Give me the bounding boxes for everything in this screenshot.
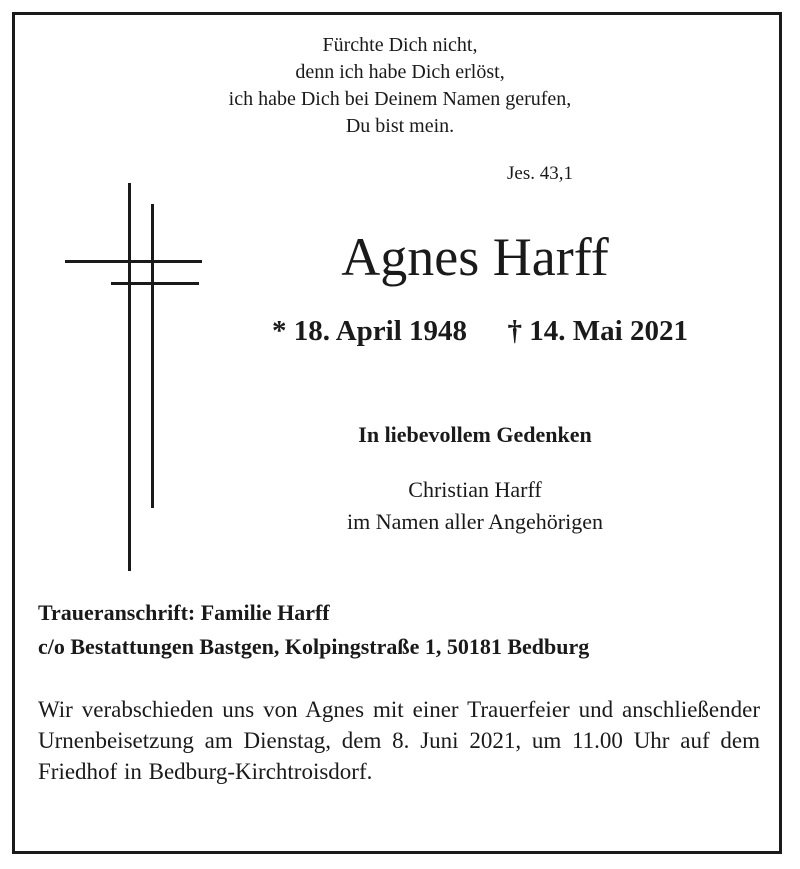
verse-line: denn ich habe Dich erlöst, xyxy=(295,61,505,83)
deceased-name: Agnes Harff xyxy=(341,227,609,287)
verse-line: ich habe Dich bei Deinem Namen gerufen, xyxy=(228,88,572,110)
death-date: 14. Mai 2021 xyxy=(529,315,688,347)
funeral-notice: Wir verabschieden uns von Agnes mit einer Trauerfeier und anschließender Urnenbeisetzung am Dienstag, dem 8. Juni 2021, um 11.00 Uhr auf dem Friedhof in Bedburg-Kirchtroisdorf. xyxy=(38,697,760,784)
signer-name: Christian Harff xyxy=(408,477,542,502)
memorial-heading: In liebevollem Gedenken xyxy=(358,422,592,447)
verse-reference: Jes. 43,1 xyxy=(507,163,573,184)
address-line-1: Traueranschrift: Familie Harff xyxy=(38,600,330,625)
verse-line: Du bist mein. xyxy=(345,115,455,137)
birth-date: 18. April 1948 xyxy=(293,315,468,347)
signer-note: im Namen aller Angehörigen xyxy=(347,509,603,534)
birth-symbol: * xyxy=(272,315,287,347)
mourning-address xyxy=(38,596,778,664)
cross-horizontal-bottom xyxy=(111,282,199,285)
verse-line: Fürchte Dich nicht, xyxy=(322,34,478,56)
bible-verse xyxy=(150,32,650,140)
cross-vertical-left xyxy=(128,183,131,571)
life-dates xyxy=(240,312,720,350)
death-symbol: † xyxy=(507,315,523,347)
address-line-2: c/o Bestattungen Bastgen, Kolpingstraße 1, 50181 Bedburg xyxy=(38,634,590,659)
cross-horizontal-top xyxy=(65,260,202,263)
signers-block xyxy=(250,474,700,538)
cross-vertical-right xyxy=(151,204,154,508)
